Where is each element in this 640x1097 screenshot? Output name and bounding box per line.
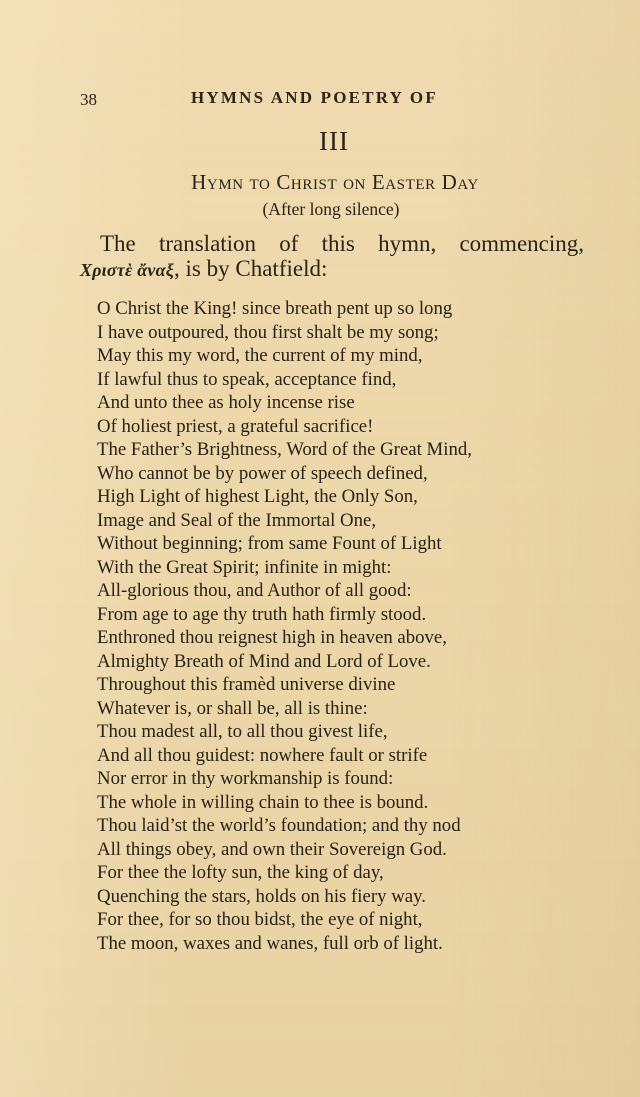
- poem-line: Whatever is, or shall be, all is thine:: [97, 697, 368, 719]
- poem-line: For thee the lofty sun, the king of day,: [97, 862, 384, 883]
- intro-paragraph: [80, 231, 584, 283]
- poem-line: The Father’s Brightness, Word of the Great Mind,: [97, 439, 472, 460]
- hymn-title: Hymn to Christ on Easter Day: [191, 170, 479, 194]
- poem-line: All things obey, and own their Sovereign God.: [97, 838, 447, 860]
- poem-line: The moon, waxes and wanes, full orb of light.: [97, 932, 443, 954]
- poem-line: The whole in willing chain to thee is bound.: [97, 791, 429, 813]
- poem-line: Thou madest all, to all thou givest life,: [97, 721, 388, 742]
- section-number: III: [319, 126, 349, 156]
- hymn-subtitle: (After long silence): [262, 199, 400, 219]
- poem-line: O Christ the King! since breath pent up so long: [97, 298, 453, 319]
- poem-line: Without beginning; from same Fount of Light: [97, 533, 442, 554]
- page-number: 38: [80, 90, 97, 109]
- poem-line: If lawful thus to speak, acceptance find,: [97, 368, 397, 390]
- poem-line: I have outpoured, thou first shalt be my song;: [97, 321, 439, 343]
- poem-line: For thee, for so thou bidst, the eye of night,: [97, 909, 423, 930]
- poem-line: Image and Seal of the Immortal One,: [97, 509, 377, 531]
- poem-line: Almighty Breath of Mind and Lord of Love.: [97, 650, 431, 672]
- poem-line: May this my word, the current of my mind,: [97, 345, 423, 366]
- poem-line: Of holiest priest, a grateful sacrifice!: [97, 415, 374, 437]
- greek-incipit: Χριστὲ ἄναξ: [80, 260, 175, 280]
- poem-line: Thou laid’st the world’s foundation; and thy nod: [97, 815, 461, 836]
- poem-line: Nor error in thy workmanship is found:: [97, 768, 394, 789]
- poem-line: High Light of highest Light, the Only Son,: [97, 486, 418, 507]
- poem-line: From age to age thy truth hath firmly stood.: [97, 603, 427, 625]
- poem-line: Who cannot be by power of speech defined,: [97, 462, 428, 484]
- poem-line: With the Great Spirit; infinite in might:: [97, 556, 392, 578]
- poem-line: All-glorious thou, and Author of all good:: [97, 580, 412, 601]
- poem-line: And unto thee as holy incense rise: [97, 392, 355, 413]
- poem-line: Throughout this framèd universe divine: [97, 674, 396, 695]
- poem-line: Enthroned thou reignest high in heaven above,: [97, 627, 447, 648]
- running-head: [80, 88, 560, 110]
- intro-attribution: , is by Chatfield:: [174, 256, 328, 281]
- intro-text-line-1: The translation of this hymn, commencing,: [100, 231, 584, 256]
- poem-verse: [97, 297, 567, 955]
- intro-text-line-2: [80, 256, 584, 283]
- running-title: HYMNS AND POETRY OF: [191, 88, 438, 107]
- poem-line: And all thou guidest: nowhere fault or strife: [97, 744, 428, 766]
- poem-line: Quenching the stars, holds on his fiery way.: [97, 885, 426, 907]
